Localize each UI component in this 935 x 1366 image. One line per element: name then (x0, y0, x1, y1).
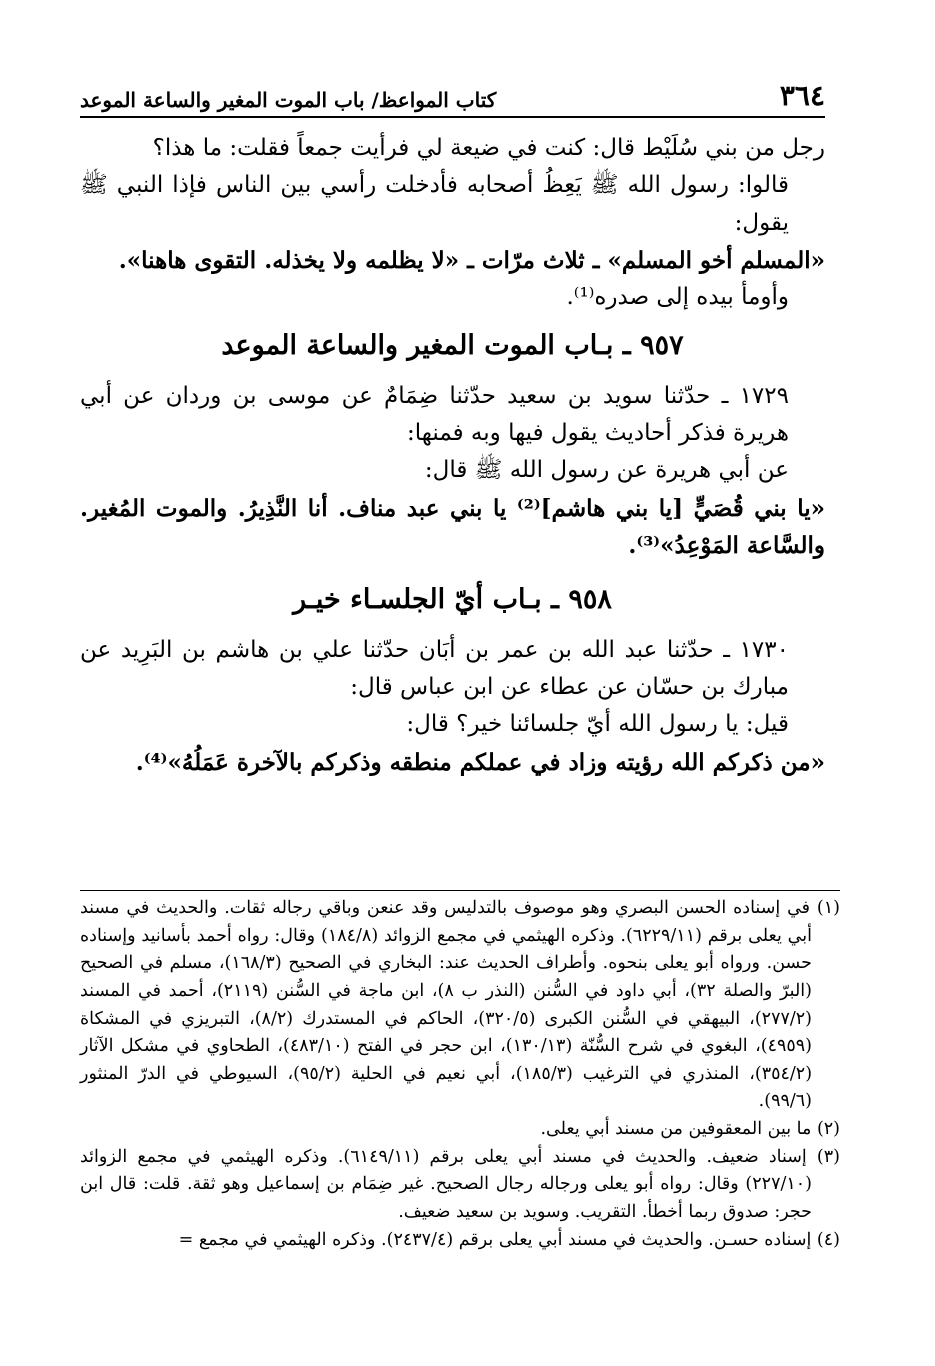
footnote-2: (٢) ما بين المعقوفين من مسند أبي يعلى. (540, 1119, 840, 1140)
chapter-heading-958: ٩٥٨ ـ بـاب أيّ الجلسـاء خيـر (293, 584, 612, 616)
hadith-text: «المسلم أخو المسلم» ـ ثلاث مرّات ـ «لا يظلمه ولا يخذله. التقوى هاهنا». (118, 246, 825, 274)
running-title: كتاب المواعظ/ باب الموت المغير والساعة الموعد (80, 88, 497, 112)
hadith-text: «يا بني قُصَيٍّ [يا بني هاشم]⁽²⁾ يا بني عبد مناف. أنا النَّذِيرُ. والموت المُغير. والسَّاعة المَوْعِدُ»⁽³⁾. (80, 494, 825, 559)
main-text (80, 130, 825, 781)
hadith-text: «من ذكركم الله رؤيته وزاد في عملكم منطقه وذكركم بالآخرة عَمَلُهُ»⁽⁴⁾. (135, 748, 825, 776)
footnotes (80, 890, 840, 1254)
chapter-heading-957: ٩٥٧ ـ بـاب الموت المغير والساعة الموعد (221, 330, 684, 362)
hadith-isnad-1729: ١٧٢٩ ـ حدّثنا سويد بن سعيد حدّثنا ضِمَامٌ عن موسى بن وردان عن أبي هريرة فذكر أحاديث يقول فيها وبه فمنها: (80, 382, 789, 447)
paragraph: وأومأ بيده إلى صدره⁽¹⁾. (566, 284, 789, 310)
footnote-1: (١) في إسناده الحسن البصري وهو موصوف بالتدليس وقد عنعن وباقي رجاله ثقات. والحديث في مسند أبي يعلى برقم (٦٢٢٩/١١). وذكره الهيثمي في مجمع الزوائد (١٨٤/٨) وقال: رواه أحمد بأسانيد وإسناده حسن. ورواه أبو يعلى بنحوه. وأطراف الحديث عند: البخاري في الصحيح (١٦٨/٣)، مسلم في الصحيح (البرّ والصلة ٣٢)، أبي داود في السُّنن (النذر ب ٨)، ابن ماجة في السُّنن (٢١١٩)، أحمد في المسند (٢٧٧/٢)، البيهقي في السُّنن الكبرى (٣٢٠/٥)، الحاكم في المستدرك (٨/٢)، التبريزي في المشكاة (٤٩٥٩)، البغوي في شرح السُّنّة (١٣٠/١٣)، ابن حجر في الفتح (٤٨٣/١٠)، الطحاوي في مشكل الآثار (٣٥٤/٢)، المنذري في الترغيب (١٨٥/٣)، أبي نعيم في الحلية (٩٥/٢)، السيوطي في الدرّ المنثور (٩٩/٦). (80, 898, 840, 1112)
hadith-isnad-1730: ١٧٣٠ ـ حدّثنا عبد الله بن عمر بن أبَان حدّثنا علي بن هاشم بن البَرِيد عن مبارك بن حسّان عن عطاء عن ابن عباس قال: (80, 636, 789, 701)
page-number: ٣٦٤ (779, 79, 825, 112)
paragraph: عن أبي هريرة عن رسول الله ﷺ قال: (424, 457, 789, 484)
paragraph: قالوا: رسول الله ﷺ يَعِظُ أصحابه فأدخلت رأسي بين الناس فإذا النبي ﷺ يقول: (80, 172, 789, 236)
footnote-4: (٤) إسناده حسـن. والحديث في مسند أبي يعلى برقم (٢٤٣٧/٤). وذكره الهيثمي في مجمع = (178, 1229, 840, 1250)
paragraph: رجل من بني سُلَيْط قال: كنت في ضيعة لي فرأيت جمعاً فقلت: ما هذا؟ (152, 135, 825, 161)
page-header (80, 78, 825, 118)
paragraph: قيل: يا رسول الله أيّ جلسائنا خير؟ قال: (406, 711, 789, 738)
footnote-3: (٣) إسناد ضعيف. والحديث في مسند أبي يعلى برقم (٦١٤٩/١١). وذكره الهيثمي في مجمع الزوائد (٢٢٧/١٠) وقال: رواه أبو يعلى ورجاله رجال الصحيح. غير ضِمَام بن إسماعيل وهو ثقة. قلت: قال ابن حجر: صدوق ربما أخطأ. التقريب. وسويد بن سعيد ضعيف. (80, 1146, 840, 1223)
